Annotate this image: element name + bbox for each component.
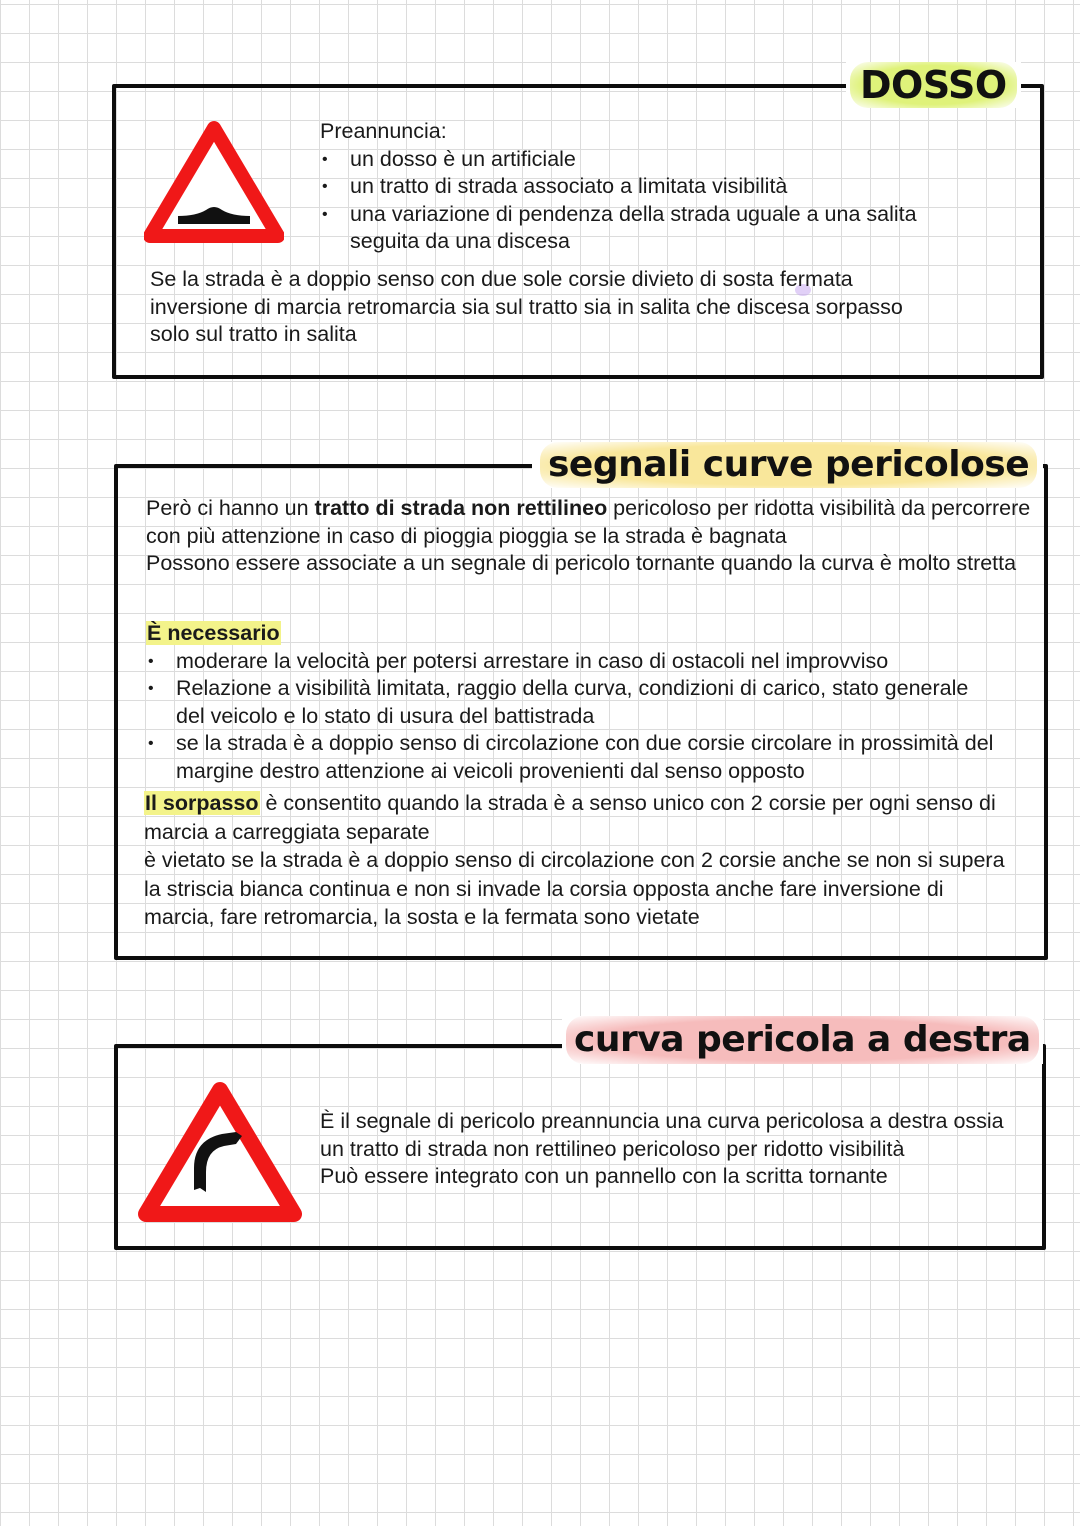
dosso-paragraph-line: inversione di marcia retromarcia sia sul tratto sia in salita che discesa sorpasso (150, 294, 903, 319)
sorpasso-label: Il sorpasso (145, 791, 259, 815)
dosso-bullet-item: • un tratto di strada associato a limitata visibilità (320, 173, 1020, 201)
destra-line: Può essere integrato con un pannello con la scritta tornante (320, 1164, 888, 1188)
necessario-bullet-item: • moderare la velocità per potersi arrestare in caso di ostacoli nel improvviso (146, 648, 1036, 676)
destra-title: curva pericola a destra (566, 1016, 1039, 1064)
curve-intro-bold: tratto di strada non rettilineo (314, 496, 608, 520)
dosso-bullet-item: • un dosso è un artificiale (320, 146, 1020, 174)
curve-intro-line (146, 495, 1038, 550)
destra-title-wrap (562, 1016, 1043, 1064)
curve-intro-line2: Possono essere associate a un segnale di pericolo tornante quando la curva è molto stretta (146, 551, 1017, 575)
right-curve-warning-sign-icon (138, 1080, 302, 1226)
dosso-intro-block (320, 118, 1020, 256)
necessario-bullet-item: • se la strada è a doppio senso di circolazione con due corsie circolare in prossimità del margine destro attenzione ai veicoli provenienti dal senso opposto (146, 730, 1036, 785)
curve-intro-prefix: Però ci hanno un (146, 496, 315, 520)
dosso-intro: Preannuncia: (320, 119, 447, 143)
curve-intro (146, 495, 1038, 578)
necessario-bullet-list (146, 648, 1036, 786)
dosso-paragraph-line: solo sul tratto in salita (150, 322, 357, 346)
vietato-text: è vietato se la strada è a doppio senso di circolazione con 2 corsie anche se non si supera la striscia bianca continua e non si invade la corsia opposta anche fare inversione di marcia, fare retromarcia, la sosta e la fermata sono vietate (144, 848, 1005, 929)
dosso-title-wrap (846, 62, 1021, 108)
curve-title-wrap (532, 442, 1043, 488)
sorpasso-block (144, 789, 1014, 932)
destra-text (320, 1108, 1025, 1191)
destra-line: È il segnale di pericolo preannuncia una curva pericolosa a destra ossia un tratto di strada non rettilineo pericoloso per ridotto visibilità (320, 1109, 1004, 1161)
dosso-bullet-item: • una variazione di pendenza della strada uguale a una salita seguita da una discesa (320, 201, 990, 256)
dosso-paragraph-line: Se la strada è a doppio senso con due sole corsie divieto di sosta fermata (150, 267, 853, 291)
curve-title: segnali curve pericolose (540, 442, 1037, 488)
dosso-paragraph (150, 266, 1030, 349)
speed-bump-warning-sign-icon (144, 120, 284, 244)
necessario-block (146, 620, 1036, 785)
dosso-bullet-list (320, 146, 1020, 256)
necessario-label: È necessario (147, 621, 280, 645)
sorpasso-line (144, 789, 1014, 846)
dosso-title: DOSSO (850, 62, 1017, 108)
necessario-bullet-item: • Relazione a visibilità limitata, raggio della curva, condizioni di carico, stato generale del veicolo e lo stato di usura del battistrada (146, 675, 976, 730)
sorpasso-text: è consentito quando la strada è a senso unico con 2 corsie per ogni senso di marcia a carreggiata separate (144, 791, 996, 844)
curve-intro-suffix: pericoloso per ridotta visibilità da percorrere con più attenzione in caso di pioggia pioggia se la strada è bagnata (146, 496, 1031, 548)
